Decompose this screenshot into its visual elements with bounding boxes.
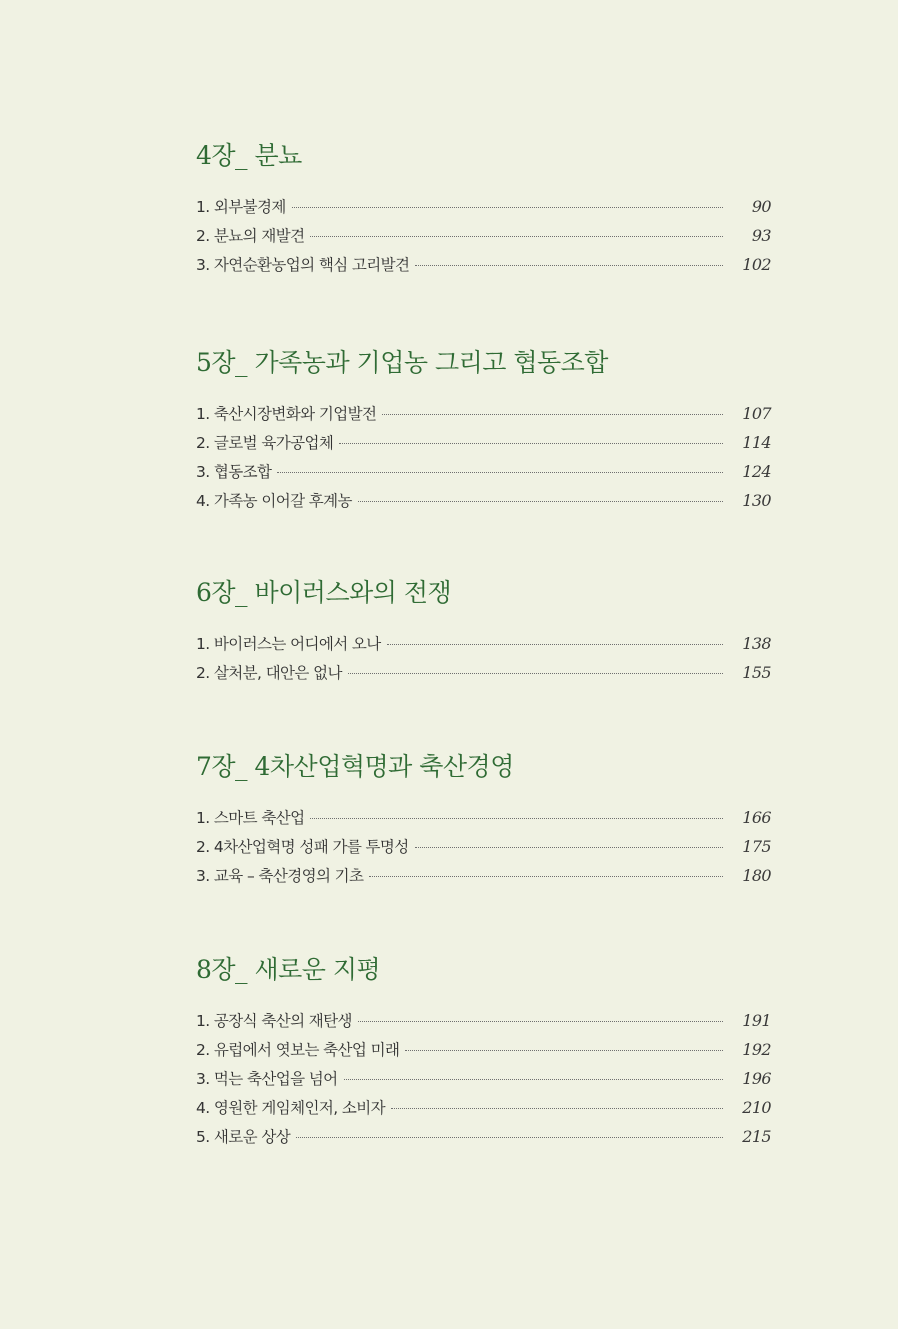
chapter-8	[196, 952, 771, 1151]
entry-label: 1. 축산시장변화와 기업발전	[196, 405, 377, 423]
toc-entry[interactable]	[196, 832, 771, 861]
dot-leader	[358, 501, 723, 502]
toc-entry[interactable]	[196, 1064, 771, 1093]
dot-leader	[358, 1021, 723, 1022]
toc-entry[interactable]	[196, 803, 771, 832]
page-number: 175	[742, 837, 771, 856]
toc-entry[interactable]	[196, 1006, 771, 1035]
chapter-4	[196, 138, 771, 279]
toc-entry[interactable]	[196, 428, 771, 457]
dot-leader	[344, 1079, 723, 1080]
dot-leader	[296, 1137, 723, 1138]
page-number: 180	[742, 866, 771, 885]
entry-label: 5. 새로운 상상	[196, 1128, 291, 1146]
page-number: 155	[742, 663, 771, 682]
page-number: 192	[742, 1040, 771, 1059]
dot-leader	[415, 265, 723, 266]
toc-entry[interactable]	[196, 861, 771, 890]
toc-entry[interactable]	[196, 399, 771, 428]
toc-entry[interactable]	[196, 1035, 771, 1064]
dot-leader	[391, 1108, 723, 1109]
dot-leader	[277, 472, 723, 473]
chapter-6	[196, 575, 771, 687]
dot-leader	[348, 673, 723, 674]
dot-leader	[415, 847, 723, 848]
entry-label: 2. 살처분, 대안은 없나	[196, 664, 342, 682]
entry-label: 4. 영원한 게임체인저, 소비자	[196, 1099, 386, 1117]
dot-leader	[369, 876, 723, 877]
page-number: 90	[751, 197, 771, 216]
entry-label: 1. 스마트 축산업	[196, 809, 305, 827]
entry-label: 2. 분뇨의 재발견	[196, 227, 305, 245]
page-number: 124	[742, 462, 771, 481]
page-number: 210	[742, 1098, 771, 1117]
entry-label: 2. 4차산업혁명 성패 가를 투명성	[196, 838, 409, 856]
chapter-5	[196, 345, 771, 515]
page-number: 93	[751, 226, 771, 245]
toc-entry[interactable]	[196, 1093, 771, 1122]
entry-label: 1. 바이러스는 어디에서 오나	[196, 635, 381, 653]
chapter-title: 6장_ 바이러스와의 전쟁	[196, 578, 452, 607]
chapter-7	[196, 749, 771, 890]
toc-entry[interactable]	[196, 221, 771, 250]
page-number: 130	[742, 491, 771, 510]
page-number: 114	[742, 433, 771, 452]
entry-label: 3. 협동조합	[196, 463, 272, 481]
entry-label: 1. 공장식 축산의 재탄생	[196, 1012, 352, 1030]
entry-label: 3. 자연순환농업의 핵심 고리발견	[196, 256, 410, 274]
dot-leader	[387, 644, 723, 645]
page-number: 138	[742, 634, 771, 653]
page-number: 166	[742, 808, 771, 827]
page-number: 196	[742, 1069, 771, 1088]
entry-label: 2. 글로벌 육가공업체	[196, 434, 334, 452]
toc-entry[interactable]	[196, 658, 771, 687]
chapter-title: 5장_ 가족농과 기업농 그리고 협동조합	[196, 348, 608, 377]
entry-label: 2. 유럽에서 엿보는 축산업 미래	[196, 1041, 400, 1059]
page-number: 191	[742, 1011, 771, 1030]
page-number: 215	[742, 1127, 771, 1146]
dot-leader	[382, 414, 723, 415]
toc-entry[interactable]	[196, 629, 771, 658]
entry-label: 1. 외부불경제	[196, 198, 286, 216]
toc-entry[interactable]	[196, 1122, 771, 1151]
page-number: 107	[742, 404, 771, 423]
dot-leader	[310, 818, 723, 819]
entry-label: 3. 교육 – 축산경영의 기초	[196, 867, 364, 885]
chapter-title: 7장_ 4차산업혁명과 축산경영	[196, 752, 514, 781]
toc-entry[interactable]	[196, 457, 771, 486]
toc-entry[interactable]	[196, 486, 771, 515]
dot-leader	[292, 207, 723, 208]
chapter-title: 8장_ 새로운 지평	[196, 955, 381, 984]
chapter-title: 4장_ 분뇨	[196, 141, 302, 170]
entry-label: 3. 먹는 축산업을 넘어	[196, 1070, 338, 1088]
toc-entry[interactable]	[196, 192, 771, 221]
dot-leader	[339, 443, 723, 444]
dot-leader	[310, 236, 723, 237]
toc-entry[interactable]	[196, 250, 771, 279]
entry-label: 4. 가족농 이어갈 후계농	[196, 492, 352, 510]
page-number: 102	[742, 255, 771, 274]
dot-leader	[405, 1050, 723, 1051]
